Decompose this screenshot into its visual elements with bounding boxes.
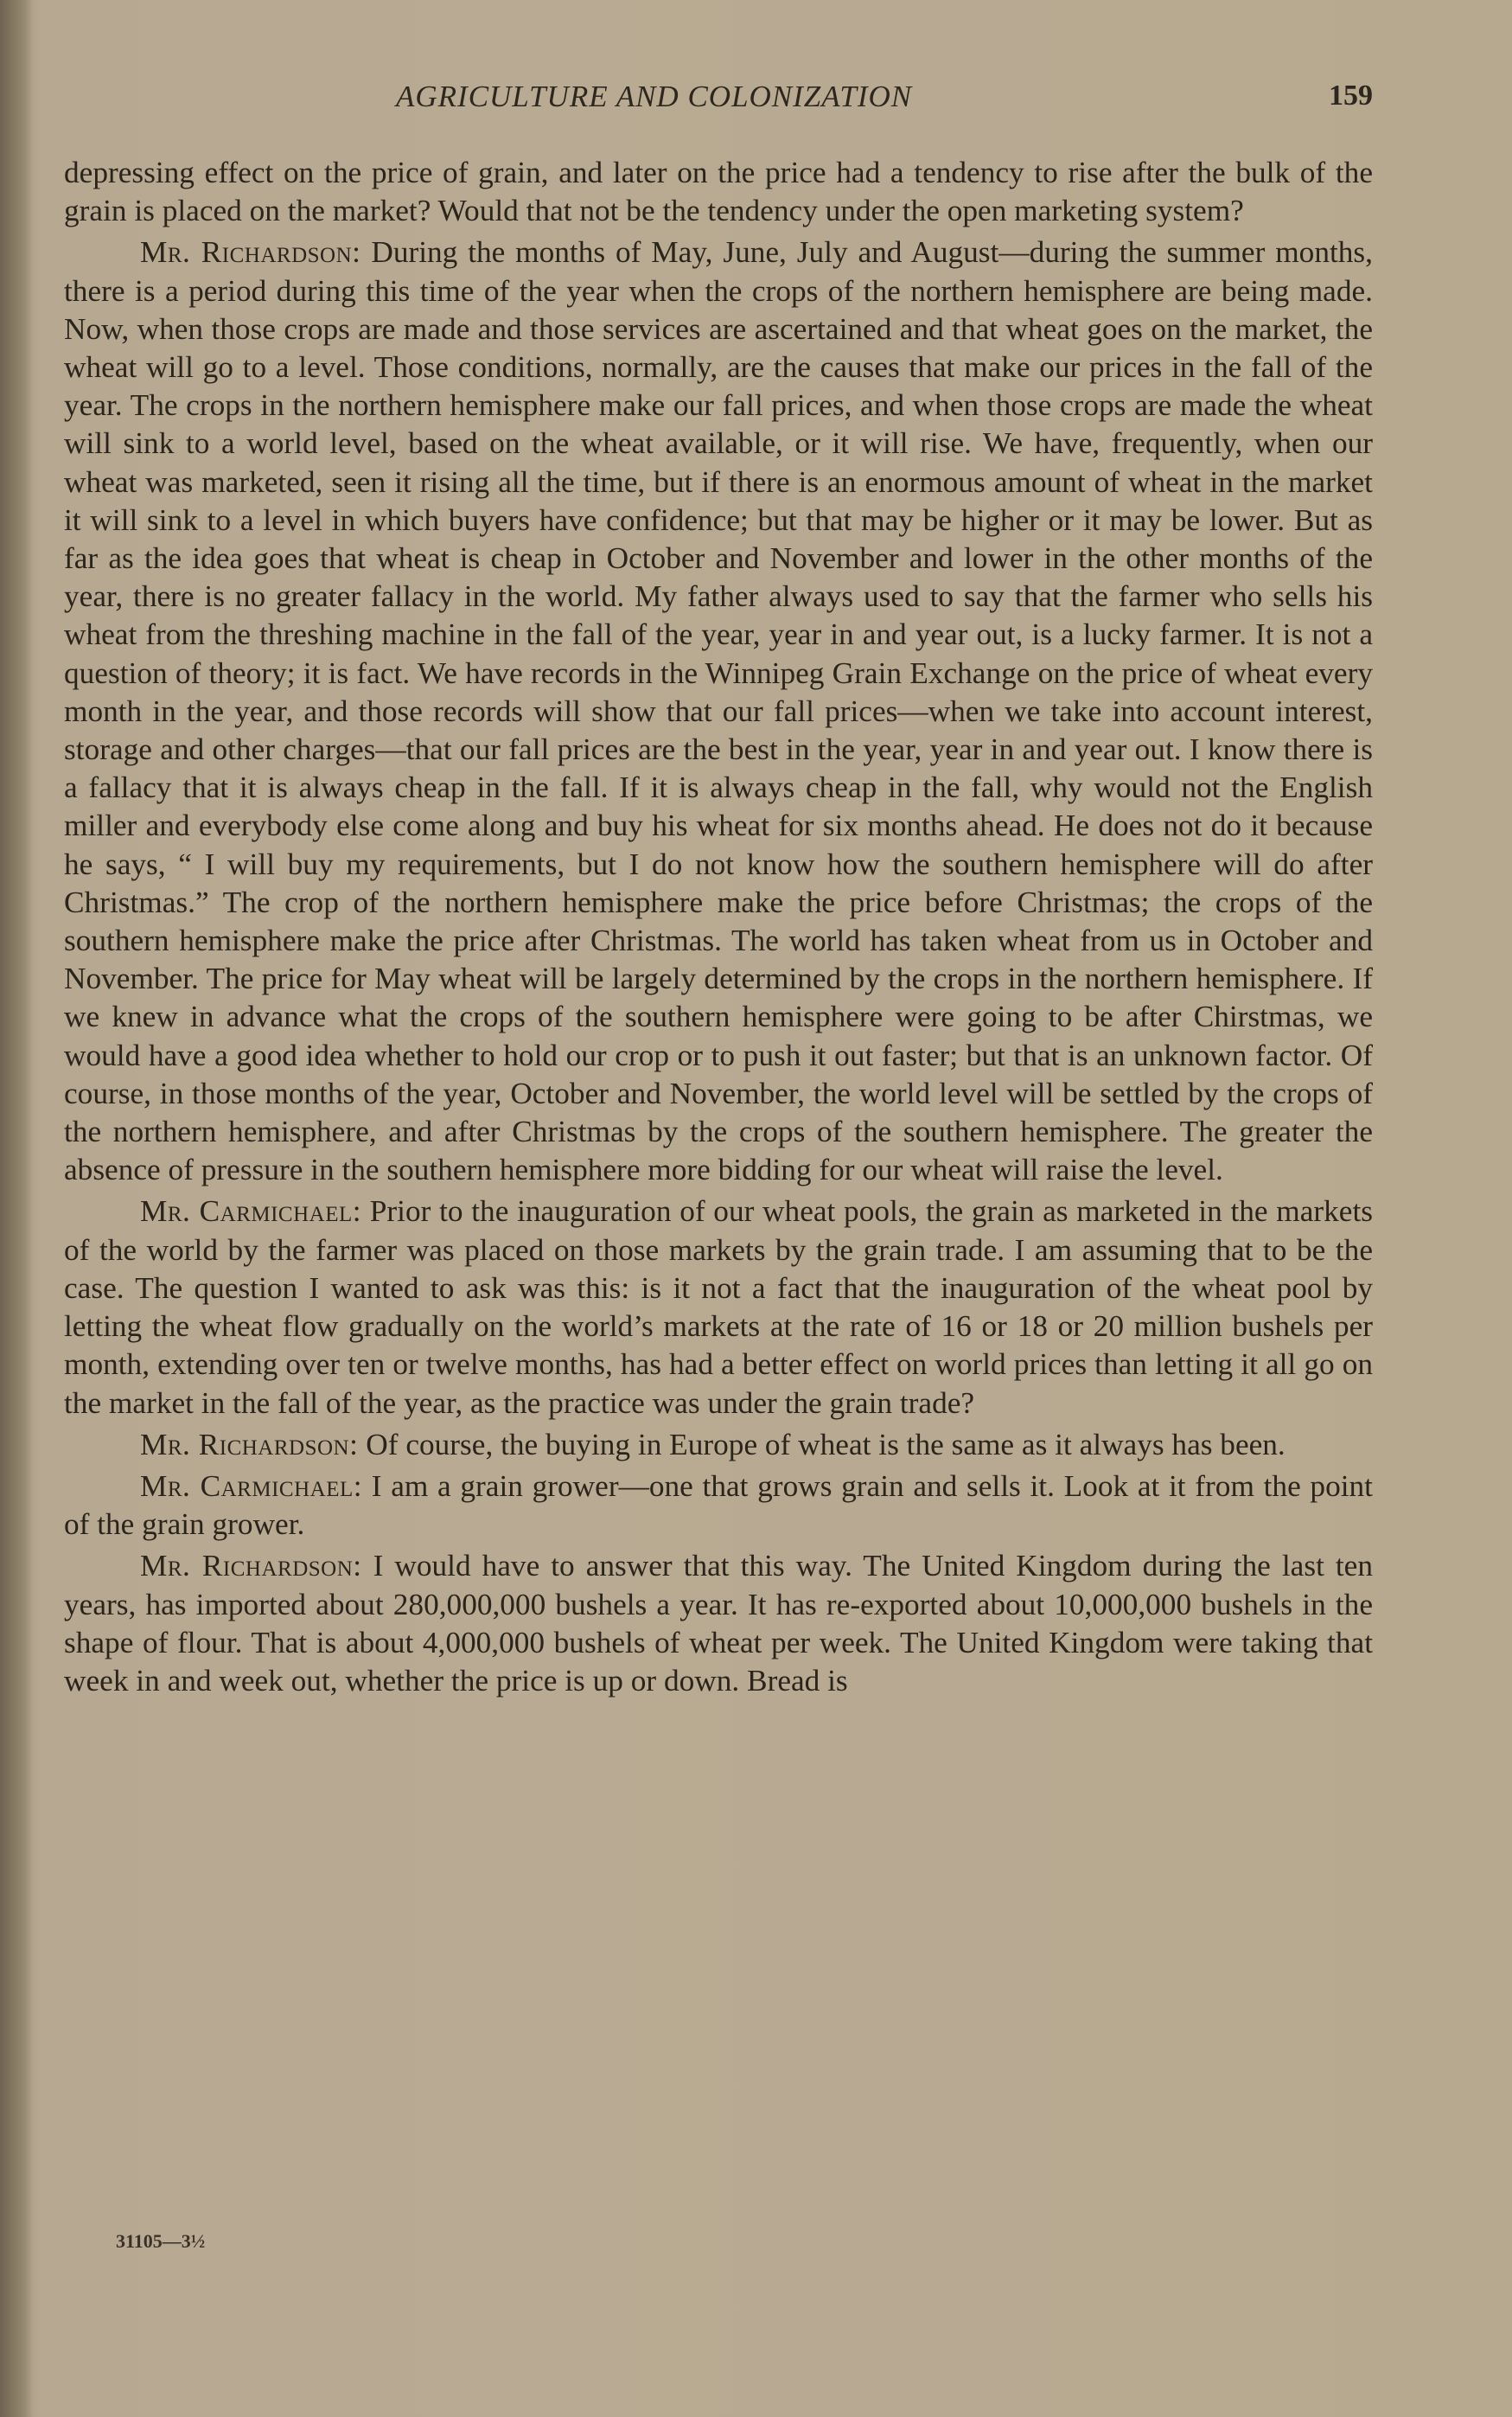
speaker-name: Mr. Richardson: xyxy=(140,1427,359,1461)
printer-footnote: 31105—3½ xyxy=(116,2230,206,2252)
paragraph-text: During the months of May, June, July and August—during the summer months, there is a period during this time of the year when the crops of the northern hemisphere are being made. Now, when those crops are made and those services are ascertained and that wheat goes on the market, the wheat will go to a level. Those conditions, normally, are the causes that make our prices in the fall of the year. The crops in the northern hemisphere make our fall prices, and when those crops are made the wheat will sink to a world level, based on the wheat available, or it will rise. We have, frequently, when our wheat was marketed, seen it rising all the time, but if there is an enormous amount of wheat in the market it will sink to a level in which buyers have confidence; but that may be higher or it may be lower. But as far as the idea goes that wheat is cheap in October and November and lower in the other months of the year, there is no greater fallacy in the world. My father always used to say that the farmer who sells his wheat from the threshing machine in the fall of the year, year in and year out, is a lucky farmer. It is not a question of theory; it is fact. We have records in the Winnipeg Grain Exchange on the price of wheat every month in the year, and those records will show that our fall prices—when we take into account interest, storage and other charges—that our fall prices are the best in the year, year in and year out. I know there is a fallacy that it is always cheap in the fall. If it is always cheap in the fall, why would not the English miller and everybody else come along and buy his wheat for six months ahead. He does not do it because he says, “ I will buy my requirements, but I do not know how the southern hemisphere will do after Christmas.” The crop of the northern hemisphere make the price before Christmas; the crops of the southern hemisphere make the price after Christmas. The world has taken wheat from us in October and November. The price for May wheat will be largely determined by the crops in the northern hemisphere. If we knew in advance what the crops of the southern hemisphere were going to be after Chirstmas, we would have a good idea whether to hold our crop or to push it out faster; but that is an unknown factor. Of course, in those months of the year, October and November, the world level will be settled by the crops of the northern hemisphere, and after Christmas by the crops of the southern hemisphere. The greater the absence of pressure in the southern hemisphere more bidding for our wheat will raise the level. xyxy=(64,235,1373,1187)
page-number: 159 xyxy=(1329,80,1373,112)
speaker-name: Mr. Carmichael: xyxy=(140,1468,363,1503)
paragraph xyxy=(64,1467,1373,1544)
page-header xyxy=(67,80,1373,123)
speaker-name: Mr. Carmichael: xyxy=(140,1194,362,1229)
body-text xyxy=(64,154,1373,1700)
paragraph xyxy=(64,1193,1373,1422)
running-head: AGRICULTURE AND COLONIZATION xyxy=(396,80,913,113)
paragraph-text: depressing effect on the price of grain, and later on the price had a tendency to rise after the bulk of the grain is placed on the market? Would that not be the tendency under the open marketing system? xyxy=(64,156,1373,228)
binding-edge xyxy=(0,0,33,2417)
paragraph xyxy=(64,1426,1373,1464)
paragraph xyxy=(64,233,1373,1189)
paragraph-text: Of course, the buying in Europe of wheat is the same as it always has been. xyxy=(366,1427,1286,1461)
paragraph xyxy=(64,154,1373,230)
paragraph-text: I am a grain grower—one that grows grain and sells it. Look at it from the point of the grain grower. xyxy=(64,1468,1373,1542)
paragraph xyxy=(64,1547,1373,1700)
paragraph-text: I would have to answer that this way. The United Kingdom during the last ten years, has imported about 280,000,000 bushels a year. It has re-exported about 10,000,000 bushels in the shape of flour. That is about 4,000,000 bushels of wheat per week. The United Kingdom were taking that week in and week out, whether the price is up or down. Bread is xyxy=(64,1549,1373,1698)
speaker-name: Mr. Richardson: xyxy=(140,235,361,270)
paragraph-text: Prior to the inauguration of our wheat pools, the grain as marketed in the markets of the world by the farmer was placed on those markets by the grain trade. I am assuming that to be the case. The question I wanted to ask was this: is it not a fact that the inauguration of the wheat pool by letting the wheat flow gradually on the world’s markets at the rate of 16 or 18 or 20 million bushels per month, extending over ten or twelve months, has had a better effect on world prices than letting it all go on the market in the fall of the year, as the practice was under the grain trade? xyxy=(64,1194,1374,1420)
speaker-name: Mr. Richardson: xyxy=(140,1549,362,1583)
